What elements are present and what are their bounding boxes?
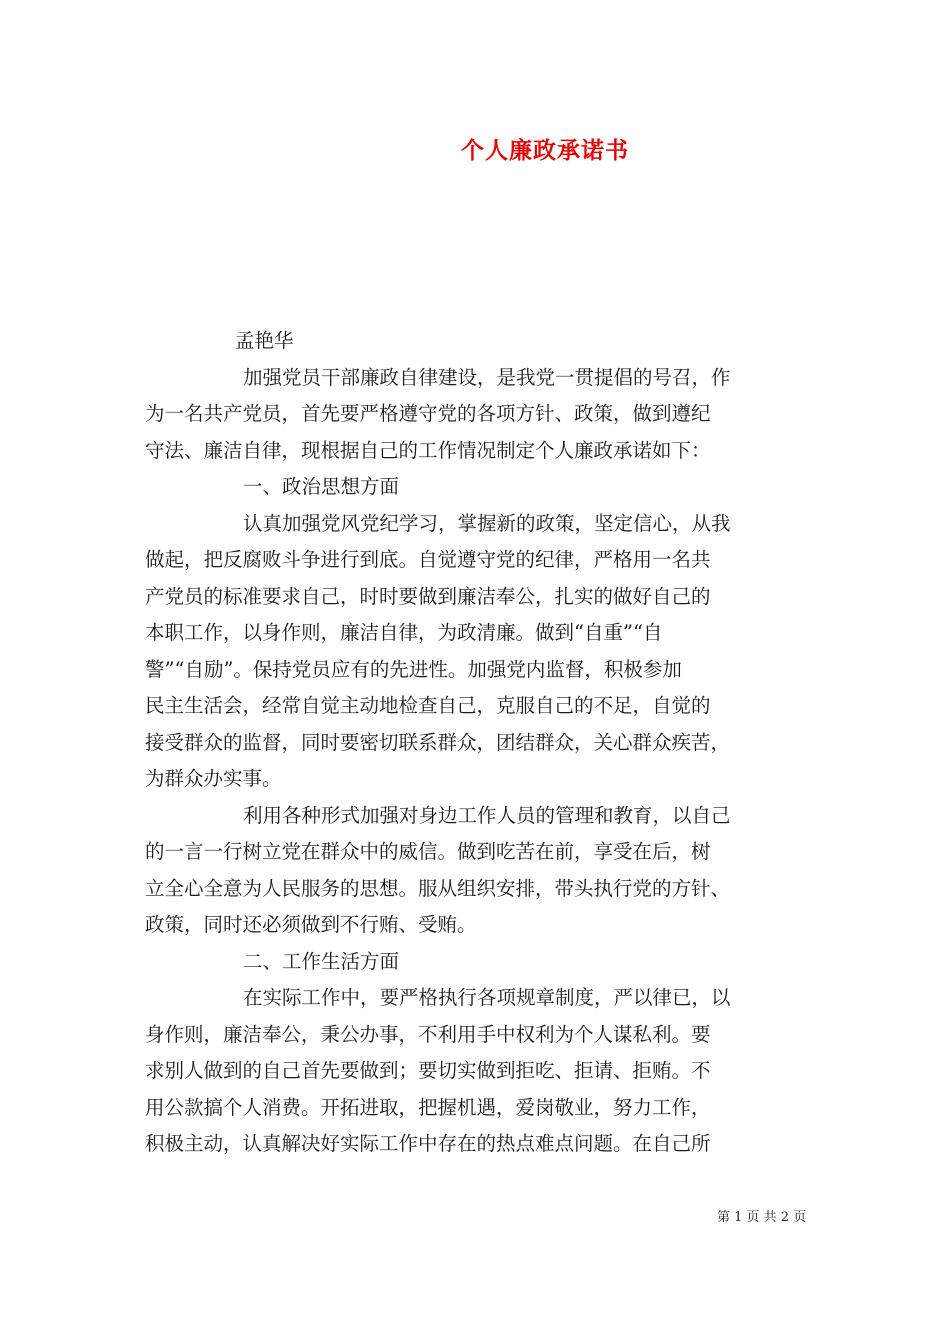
- text-line: 认真加强党风党纪学习，掌握新的政策，坚定信心，从我: [243, 511, 731, 535]
- text-line: 加强党员干部廉政自律建设，是我党一贯提倡的号召，作: [243, 365, 731, 389]
- text-line: 警”“自励”。保持党员应有的先进性。加强党内监督，积极参加: [145, 657, 682, 681]
- text-line: 做起，把反腐败斗争进行到底。自觉遵守党的纪律，严格用一名共: [145, 548, 711, 571]
- text-line: 求别人做到的自己首先要做到；要切实做到拒吃、拒请、拒贿。不: [145, 1059, 711, 1082]
- text-line: 政策，同时还必须做到不行贿、受贿。: [145, 913, 477, 936]
- text-line: 守法、廉洁自律，现根据自己的工作情况制定个人廉政承诺如下：: [145, 438, 711, 462]
- author-name: 孟艳华: [235, 329, 294, 352]
- text-line: 用公款搞个人消费。开拓进取，把握机遇，爱岗敬业，努力工作，: [145, 1095, 711, 1119]
- text-line: 为群众办实事。: [145, 767, 282, 790]
- document-title: 个人廉政承诺书: [461, 137, 629, 164]
- text-line: 利用各种形式加强对身边工作人员的管理和教育，以自己: [243, 803, 731, 827]
- text-line: 在实际工作中，要严格执行各项规章制度，严以律已，以: [243, 986, 731, 1009]
- text-line: 为一名共产党员，首先要严格遵守党的各项方针、政策，做到遵纪: [145, 402, 711, 425]
- page-footer: 第 1 页 共 2 页: [717, 1210, 807, 1225]
- text-line: 产党员的标准要求自己，时时要做到廉洁奉公，扎实的做好自己的: [145, 584, 711, 608]
- text-line: 的一言一行树立党在群众中的威信。做到吃苦在前，享受在后，树: [145, 840, 711, 863]
- text-line: 立全心全意为人民服务的思想。服从组织安排，带头执行党的方针、: [145, 876, 731, 900]
- text-line: 民主生活会，经常自觉主动地检查自己，克服自己的不足，自觉的: [145, 694, 711, 717]
- text-line: 积极主动，认真解决好实际工作中存在的热点难点问题。在自己所: [145, 1132, 711, 1155]
- document-body: [145, 323, 815, 1163]
- section-heading: 一、政治思想方面: [243, 475, 400, 498]
- text-line: 本职工作，以身作则，廉洁自律，为政清廉。做到“自重”“自: [145, 621, 663, 644]
- text-line: 接受群众的监督，同时要密切联系群众，团结群众，关心群众疾苦，: [145, 730, 731, 754]
- section-heading: 二、工作生活方面: [243, 949, 400, 973]
- text-line: 身作则，廉洁奉公，秉公办事，不利用手中权利为个人谋私利。要: [145, 1022, 711, 1046]
- paragraph-lines: [145, 360, 815, 1163]
